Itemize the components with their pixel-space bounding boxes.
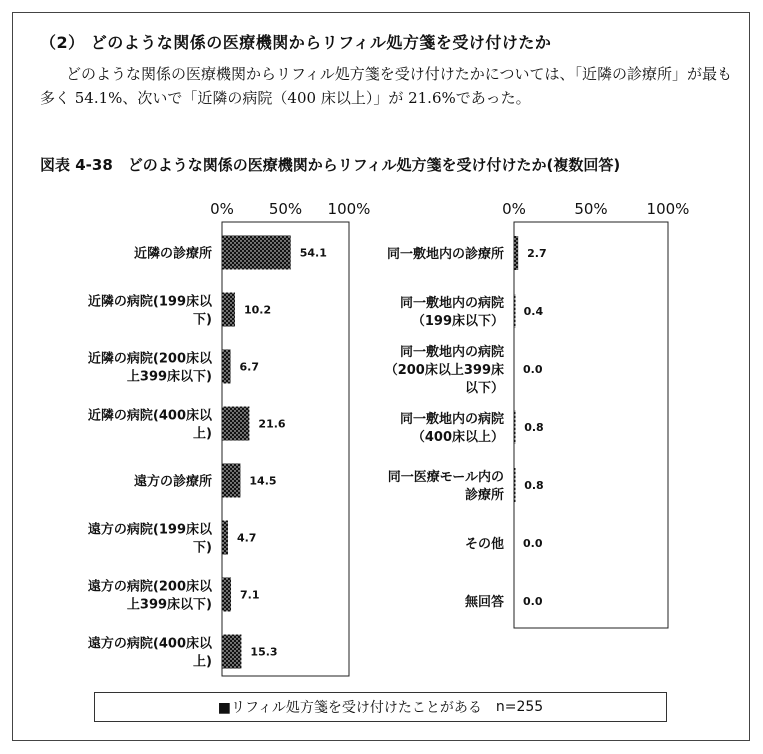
right-value-label: 0.0	[523, 595, 543, 608]
right-value-label: 2.7	[527, 247, 547, 260]
left-value-label: 4.7	[236, 531, 257, 545]
left-category-label: 下)	[193, 540, 212, 556]
figure-title: 図表 4-38 どのような関係の医療機関からリフィル処方箋を受け付けたか(複数回答)	[40, 156, 621, 174]
left-bar	[222, 350, 231, 384]
legend-n: n=255	[495, 699, 544, 715]
left-category-label: 遠方の診療所	[133, 474, 212, 490]
right-category-label: 無回答	[464, 595, 504, 610]
left-category-label: 遠方の病院(199床以	[87, 522, 212, 538]
left-x-tick-label: 100%	[327, 200, 371, 218]
left-value-label: 21.6	[258, 417, 286, 431]
right-category-label: 同一敷地内の病院	[399, 296, 504, 311]
left-value-label: 15.3	[250, 645, 278, 659]
left-category-label: 下)	[193, 312, 212, 328]
right-x-tick-label: 50%	[574, 200, 608, 218]
right-category-label: 同一医療モール内の	[387, 470, 504, 485]
right-value-label: 0.8	[524, 479, 544, 492]
left-category-label: 近隣の病院(200床以	[87, 351, 212, 367]
right-x-tick-label: 100%	[646, 200, 690, 218]
left-plot-frame	[222, 222, 349, 676]
right-value-label: 0.8	[524, 421, 544, 434]
right-category-label: （400床以上）	[411, 430, 504, 445]
right-bar	[514, 410, 516, 444]
right-category-label: 同一敷地内の病院	[399, 412, 504, 427]
left-bar	[222, 293, 235, 327]
legend-label: リフィル処方箋を受け付けたことがある	[231, 700, 482, 716]
left-bar	[222, 464, 240, 498]
left-category-label: 遠方の病院(200床以	[87, 579, 212, 595]
section-title: （2） どのような関係の医療機関からリフィル処方箋を受け付けたか	[40, 33, 552, 52]
right-value-label: 0.4	[523, 305, 544, 318]
legend	[94, 692, 667, 722]
left-x-tick-label: 0%	[210, 200, 234, 218]
right-category-label: （199床以下）	[411, 314, 504, 329]
left-category-label: 上)	[193, 426, 212, 442]
left-bar	[222, 635, 241, 669]
right-category-label: 同一敷地内の病院	[399, 345, 504, 360]
right-value-label: 0.0	[523, 537, 543, 550]
right-category-label: 同一敷地内の診療所	[386, 247, 504, 262]
left-category-label: 近隣の診療所	[133, 246, 212, 262]
right-bar	[514, 468, 516, 502]
left-value-label: 7.1	[240, 588, 260, 602]
right-category-label: その他	[464, 537, 504, 552]
right-value-label: 0.0	[523, 363, 543, 376]
left-value-label: 6.7	[239, 360, 260, 374]
left-bar	[222, 521, 228, 555]
legend-marker: ■	[217, 700, 231, 716]
left-bar	[222, 578, 231, 612]
left-value-label: 14.5	[249, 474, 277, 488]
body-paragraph: どのような関係の医療機関からリフィル処方箋を受け付けたかについては、「近隣の診療所」が最も多く 54.1%、次いで「近隣の病院（400 床以上）」が 21.6%であった。	[40, 65, 733, 107]
left-value-label: 10.2	[243, 303, 272, 317]
right-category-label: 診療所	[464, 488, 504, 503]
left-category-label: 近隣の病院(400床以	[87, 408, 212, 424]
left-category-label: 上399床以下)	[126, 597, 212, 613]
left-bar	[222, 407, 249, 441]
left-x-tick-label: 50%	[268, 200, 303, 218]
legend-entry	[218, 697, 482, 717]
right-x-tick-label: 0%	[502, 200, 526, 218]
left-bar	[222, 236, 291, 270]
right-category-label: 以下）	[464, 381, 504, 396]
right-category-label: （200床以上399床	[384, 363, 504, 378]
left-category-label: 近隣の病院(199床以	[87, 294, 212, 310]
left-value-label: 54.1	[299, 246, 327, 260]
right-bar	[514, 236, 518, 270]
right-bar	[514, 294, 516, 328]
left-category-label: 上399床以下)	[126, 369, 212, 385]
left-category-label: 上)	[193, 654, 212, 670]
left-category-label: 遠方の病院(400床以	[87, 636, 212, 652]
